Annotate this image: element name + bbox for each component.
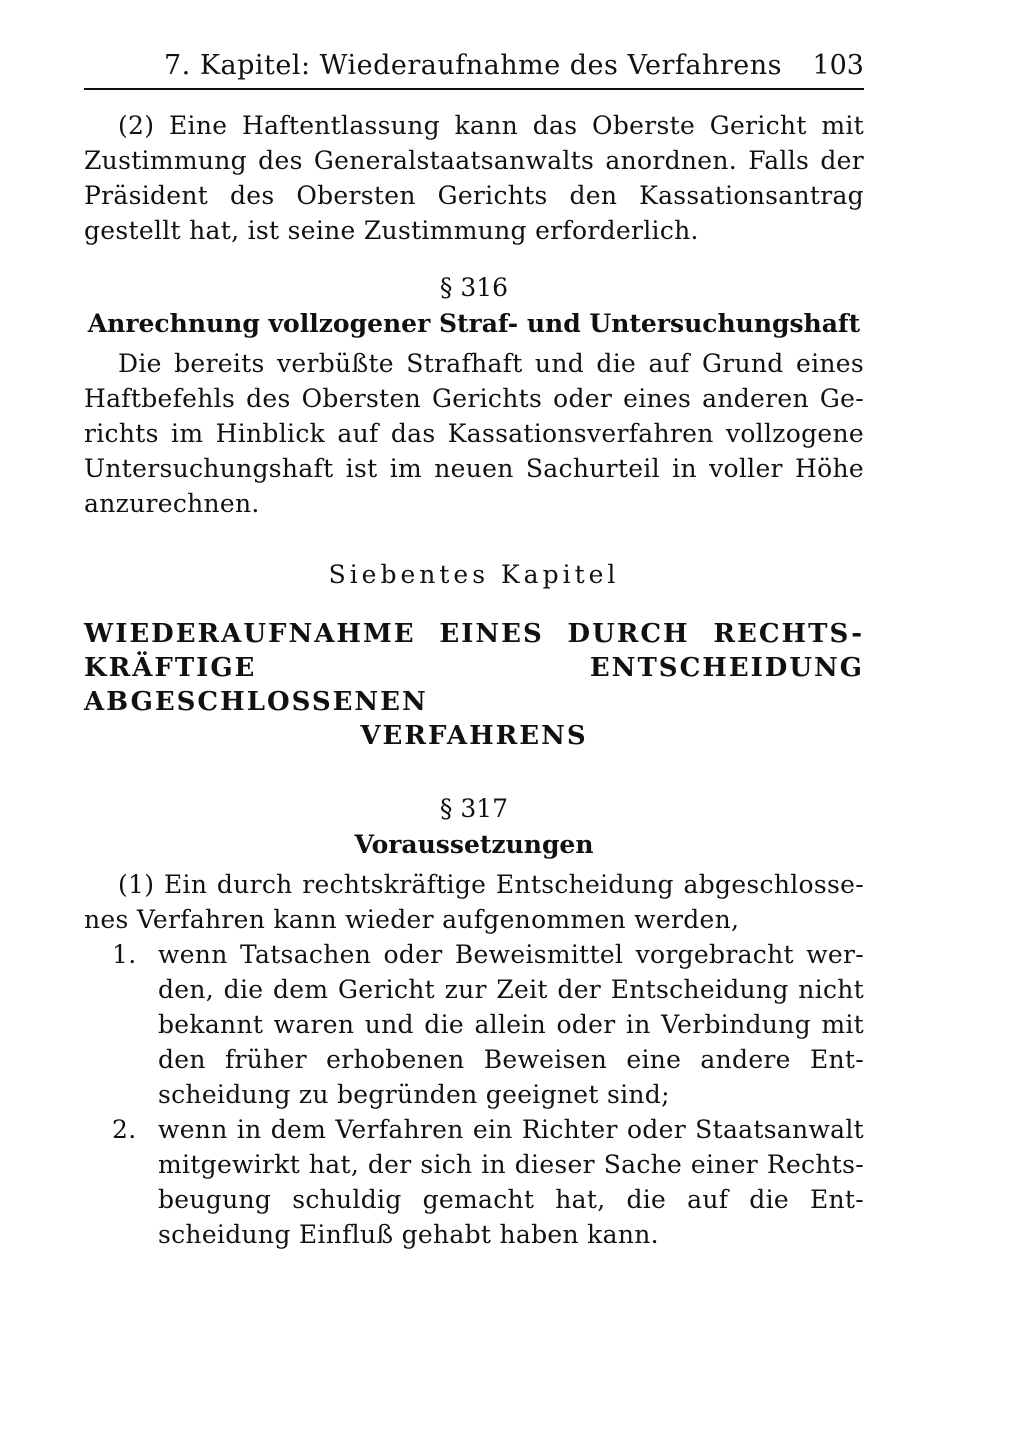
text-line: Untersuchungshaft ist im neuen Sachurteil in voller Höhe [84, 454, 864, 483]
section-317-title: Voraussetzungen [354, 830, 594, 859]
list-item-number: 2. [112, 1115, 137, 1144]
text-line: Zustimmung des Generalstaatsanwalts anordnen. Falls der [84, 146, 864, 175]
text-line: (2) Eine Haftentlassung kann das Oberste Gericht mit [118, 111, 864, 140]
text-line: den früher erhobenen Beweisen eine andere Ent- [158, 1045, 864, 1074]
chapter-title-line: VERFAHRENS [360, 721, 588, 751]
chapter-label: Siebentes Kapitel [328, 560, 620, 589]
text-line: Haftbefehls des Obersten Gerichts oder eines anderen Ge- [84, 384, 864, 413]
list-item [84, 1112, 864, 1252]
text-line: nes Verfahren kann wieder aufgenommen werden, [84, 905, 740, 934]
paragraph-section-316 [84, 346, 864, 521]
running-header-title: 7. Kapitel: Wiederaufnahme des Verfahrens [164, 50, 782, 81]
section-317-number: § 317 [439, 794, 509, 823]
text-line: scheidung zu begründen geeignet sind; [158, 1080, 670, 1109]
list-item-number: 1. [112, 940, 137, 969]
chapter-title-line: WIEDERAUFNAHME EINES DURCH RECHTS- [84, 619, 864, 649]
text-line: Die bereits verbüßte Strafhaft und die auf Grund eines [118, 349, 864, 378]
section-316-title: Anrechnung vollzogener Straf- und Untersuchungshaft [87, 309, 861, 338]
paragraph-section-317-intro [84, 867, 864, 937]
text-line: anzurechnen. [84, 489, 260, 518]
text-line: scheidung Einfluß gehabt haben kann. [158, 1220, 659, 1249]
text-line: richts im Hinblick auf das Kassationsverfahren vollzogene [84, 419, 864, 448]
text-line: (1) Ein durch rechtskräftige Entscheidung abgeschlosse- [118, 870, 864, 899]
running-header [84, 40, 864, 90]
list-item [84, 937, 864, 1112]
text-line: wenn in dem Verfahren ein Richter oder Staatsanwalt [158, 1115, 864, 1144]
paragraph-haftentlassung [84, 108, 864, 248]
text-line: bekannt waren und die allein oder in Verbindung mit [158, 1010, 864, 1039]
text-line: den, die dem Gericht zur Zeit der Entscheidung nicht [158, 975, 864, 1004]
book-page [84, 40, 864, 1252]
chapter-title [84, 617, 864, 753]
text-line: gestellt hat, ist seine Zustimmung erforderlich. [84, 216, 699, 245]
text-line: wenn Tatsachen oder Beweismittel vorgebracht wer- [158, 940, 864, 969]
text-line: beugung schuldig gemacht hat, die auf die Ent- [158, 1185, 864, 1214]
section-316-number: § 316 [439, 273, 509, 302]
conditions-list [84, 937, 864, 1252]
chapter-title-line: KRÄFTIGE ENTSCHEIDUNG ABGESCHLOSSENEN [84, 653, 864, 717]
text-line: mitgewirkt hat, der sich in dieser Sache einer Rechts- [158, 1150, 864, 1179]
page-number: 103 [812, 50, 864, 81]
text-line: Präsident des Obersten Gerichts den Kassationsantrag [84, 181, 864, 210]
